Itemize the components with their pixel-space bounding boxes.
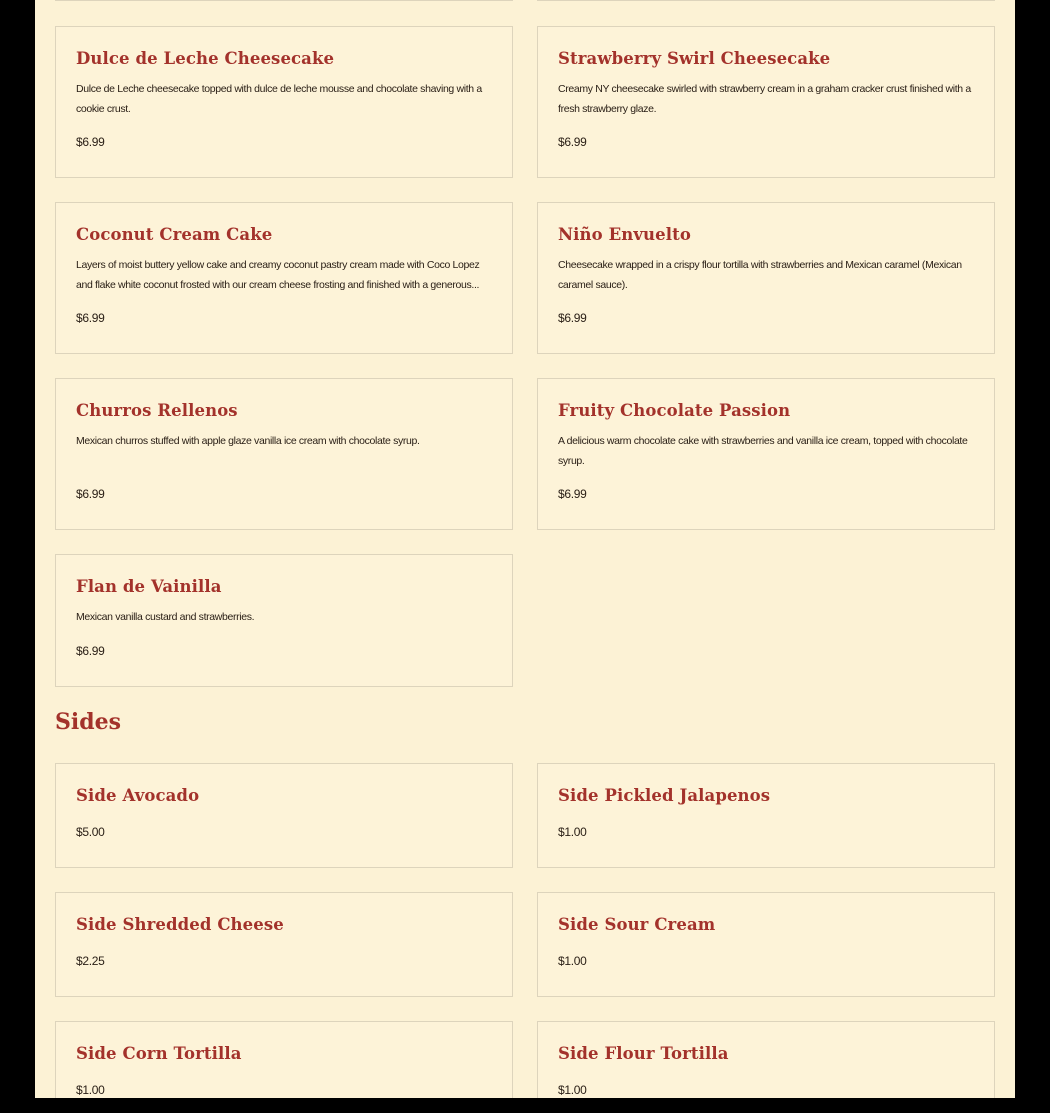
menu-item-price: $6.99	[76, 135, 105, 149]
menu-item-description: Creamy NY cheesecake swirled with strawberry cream in a graham cracker crust finished with a fresh strawberry glaze.	[558, 83, 971, 115]
menu-item-name: Side Avocado	[76, 786, 200, 805]
menu-item-price: $2.25	[76, 954, 105, 968]
menu-item-name: Side Flour Tortilla	[558, 1044, 729, 1063]
section-title-sides: Sides	[55, 709, 122, 735]
menu-item-name: Side Corn Tortilla	[76, 1044, 242, 1063]
menu-item-card[interactable]	[55, 26, 513, 178]
menu-item-price: $6.99	[76, 644, 105, 658]
menu-item-price: $6.99	[76, 311, 105, 325]
menu-item-name: Coconut Cream Cake	[76, 225, 273, 244]
menu-item-card[interactable]	[537, 202, 995, 354]
menu-item-card[interactable]	[55, 763, 513, 868]
menu-item-card-partial[interactable]	[537, 0, 995, 1]
menu-item-name: Fruity Chocolate Passion	[558, 401, 791, 420]
menu-item-description: Mexican vanilla custard and strawberries.	[76, 611, 255, 623]
menu-item-card[interactable]	[55, 202, 513, 354]
menu-item-price: $5.00	[76, 825, 105, 839]
menu-item-name: Niño Envuelto	[558, 225, 691, 244]
menu-item-card[interactable]	[537, 26, 995, 178]
menu-item-price: $1.00	[558, 954, 587, 968]
menu-item-price: $1.00	[76, 1083, 105, 1097]
menu-item-card[interactable]	[55, 1021, 513, 1098]
menu-item-name: Churros Rellenos	[76, 401, 238, 420]
menu-item-price: $6.99	[76, 487, 105, 501]
menu-item-card[interactable]	[537, 1021, 995, 1098]
menu-item-card[interactable]	[55, 378, 513, 530]
menu-item-name: Side Sour Cream	[558, 915, 716, 934]
menu-item-card[interactable]	[537, 892, 995, 997]
menu-item-description: A delicious warm chocolate cake with strawberries and vanilla ice cream, topped with chocolate syrup.	[558, 435, 968, 467]
menu-item-price: $6.99	[558, 311, 587, 325]
menu-page	[35, 0, 1015, 1098]
menu-item-price: $6.99	[558, 135, 587, 149]
menu-item-card[interactable]	[537, 763, 995, 868]
menu-item-name: Flan de Vainilla	[76, 577, 222, 596]
menu-item-price: $1.00	[558, 825, 587, 839]
menu-item-name: Side Pickled Jalapenos	[558, 786, 771, 805]
menu-item-description: Mexican churros stuffed with apple glaze vanilla ice cream with chocolate syrup.	[76, 435, 420, 447]
menu-item-name: Side Shredded Cheese	[76, 915, 284, 934]
menu-item-card-partial[interactable]	[55, 0, 513, 1]
menu-item-card[interactable]	[55, 554, 513, 687]
menu-item-card[interactable]	[55, 892, 513, 997]
menu-item-name: Strawberry Swirl Cheesecake	[558, 49, 831, 68]
menu-item-card[interactable]	[537, 378, 995, 530]
menu-item-name: Dulce de Leche Cheesecake	[76, 49, 335, 68]
menu-item-description: Cheesecake wrapped in a crispy flour tortilla with strawberries and Mexican caramel (Mexican caramel sauce).	[558, 259, 962, 291]
menu-item-description: Layers of moist buttery yellow cake and creamy coconut pastry cream made with Coco Lopez and flake white coconut frosted with our cream cheese frosting and finished with a generous...	[76, 259, 480, 291]
menu-item-price: $6.99	[558, 487, 587, 501]
menu-item-price: $1.00	[558, 1083, 587, 1097]
menu-item-description: Dulce de Leche cheesecake topped with dulce de leche mousse and chocolate shaving with a cookie crust.	[76, 83, 482, 115]
